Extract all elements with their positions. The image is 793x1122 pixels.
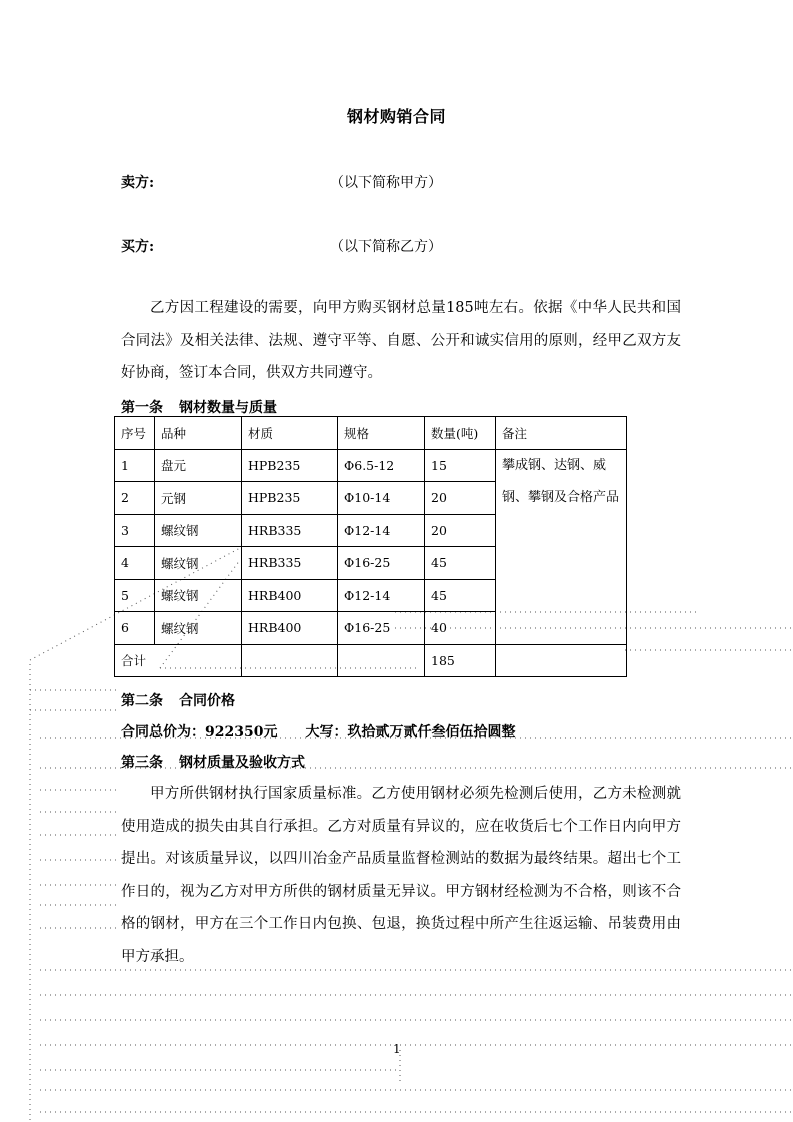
row-material: HRB400	[242, 579, 338, 612]
intro-paragraph: 乙方因工程建设的需要，向甲方购买钢材总量185吨左右。依据《中华人民共和国合同法》及相关法律、法规、遵守平等、自愿、公开和诚实信用的原则，经甲乙双方友好协商，签订本合同，供双方共同遵守。	[121, 300, 681, 381]
row-material: HPB235	[242, 482, 338, 515]
row-spec: Φ16-25	[338, 547, 425, 580]
brand-note-cell: 攀成钢、达钢、威钢、攀钢及合格产品	[496, 449, 627, 644]
total-value: 185	[425, 644, 496, 677]
buyer-label: 买方:	[121, 239, 155, 255]
row-index: 1	[115, 449, 155, 482]
total-empty-cell	[496, 644, 627, 677]
seller-label: 卖方:	[121, 175, 155, 191]
article-2-title: 合同价格	[179, 693, 235, 709]
row-index: 6	[115, 612, 155, 645]
row-variety: 螺纹钢	[155, 579, 242, 612]
article-1-title: 钢材数量与质量	[179, 400, 277, 416]
row-material: HRB400	[242, 612, 338, 645]
buyer-note: （以下简称乙方）	[330, 239, 442, 255]
total-label: 合计	[115, 644, 242, 677]
row-quantity: 20	[425, 514, 496, 547]
row-quantity: 20	[425, 482, 496, 515]
total-empty-cell	[338, 644, 425, 677]
quality-paragraph: 甲方所供钢材执行国家质量标准。乙方使用钢材必须先检测后使用，乙方未检测就使用造成的损失由其自行承担。乙方对质量有异议的，应在收货后七个工作日内向甲方提出。对该质量异议，以四川冶金产品质量监督检测站的数据为最终结果。超出七个工作日的，视为乙方对甲方所供的钢材质量无异议。甲方钢材经检测为不合格，则该不合格的钢材，甲方在三个工作日内包换、包退，换货过程中所产生往返运输、吊装费用由甲方承担。	[121, 786, 681, 965]
header-variety: 品种	[155, 417, 242, 450]
table-total-row	[115, 644, 627, 677]
table-header-row	[115, 417, 627, 450]
table-row	[115, 449, 627, 482]
article-1-number: 第一条	[121, 400, 163, 416]
row-variety: 盘元	[155, 449, 242, 482]
row-spec: Φ16-25	[338, 612, 425, 645]
row-quantity: 45	[425, 579, 496, 612]
row-variety: 螺纹钢	[155, 547, 242, 580]
article-1-heading	[121, 397, 277, 417]
row-quantity: 45	[425, 547, 496, 580]
steel-spec-table	[114, 416, 627, 677]
page-number: 1	[393, 1042, 401, 1056]
article-3-heading	[121, 752, 305, 772]
header-spec: 规格	[338, 417, 425, 450]
row-quantity: 40	[425, 612, 496, 645]
row-material: HPB235	[242, 449, 338, 482]
header-note: 备注	[496, 417, 627, 450]
row-spec: Φ12-14	[338, 514, 425, 547]
total-empty-cell	[242, 644, 338, 677]
row-variety: 元钢	[155, 482, 242, 515]
row-index: 2	[115, 482, 155, 515]
seller-note: （以下简称甲方）	[330, 175, 442, 191]
header-quantity: 数量(吨)	[425, 417, 496, 450]
row-spec: Φ10-14	[338, 482, 425, 515]
header-index: 序号	[115, 417, 155, 450]
article-3-number: 第三条	[121, 755, 163, 771]
contract-title: 钢材购销合同	[346, 107, 446, 126]
article-2-number: 第二条	[121, 693, 163, 709]
price-total: 合同总价为：922350元	[121, 724, 278, 740]
article-3-title: 钢材质量及验收方式	[179, 755, 305, 771]
row-material: HRB335	[242, 547, 338, 580]
row-quantity: 15	[425, 449, 496, 482]
article-2-heading	[121, 690, 235, 710]
header-material: 材质	[242, 417, 338, 450]
row-variety: 螺纹钢	[155, 514, 242, 547]
row-index: 4	[115, 547, 155, 580]
row-index: 3	[115, 514, 155, 547]
row-index: 5	[115, 579, 155, 612]
price-capital: 大写：玖拾贰万贰仟叁佰伍拾圆整	[305, 724, 516, 740]
row-variety: 螺纹钢	[155, 612, 242, 645]
row-spec: Φ12-14	[338, 579, 425, 612]
row-material: HRB335	[242, 514, 338, 547]
contract-price	[121, 721, 515, 741]
row-spec: Φ6.5-12	[338, 449, 425, 482]
